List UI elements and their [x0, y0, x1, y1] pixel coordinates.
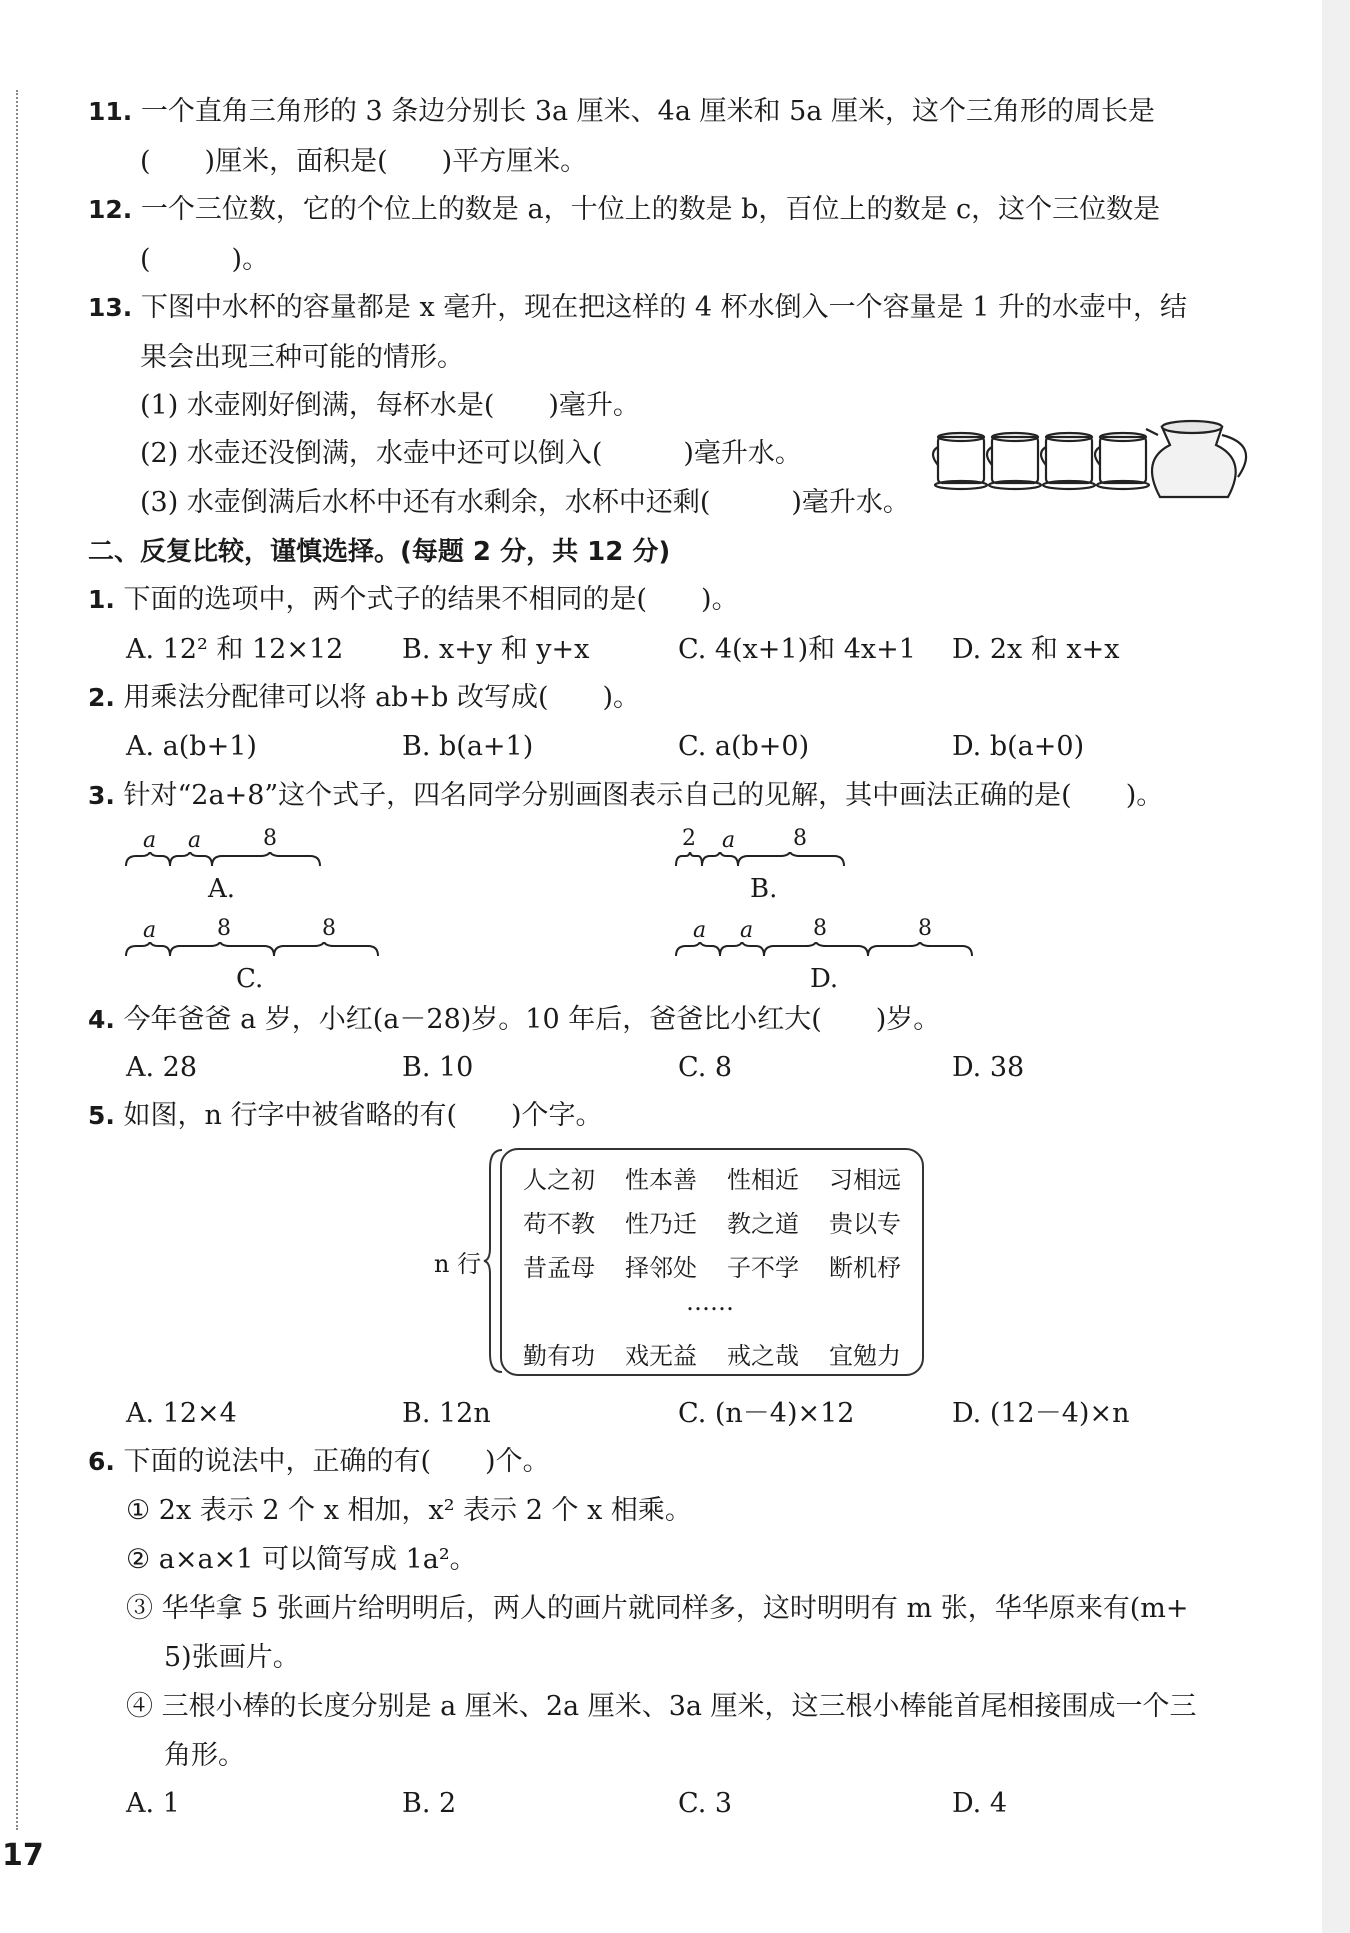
q5-text: 如图，n 行字中被省略的有( )个字。: [123, 1100, 603, 1131]
q5-option-c[interactable]: C. (n－4)×12: [678, 1398, 855, 1429]
q2-number: 2.: [88, 683, 115, 712]
cup-icon: [1041, 433, 1095, 489]
q5-option-b[interactable]: B. 12n: [402, 1398, 491, 1429]
q13-sub2: (2) 水壶还没倒满，水壶中还可以倒入( )毫升水。: [140, 438, 802, 469]
q11-line2: ( )厘米，面积是( )平方厘米。: [140, 146, 588, 177]
diagram-a-label-2: a: [188, 828, 202, 853]
diagram-b-label-2: a: [722, 828, 736, 853]
q13-sub1: (1) 水壶刚好倒满，每杯水是( )毫升。: [140, 390, 640, 421]
q12-number: 12.: [88, 195, 133, 224]
q5-option-d[interactable]: D. (12－4)×n: [952, 1398, 1130, 1429]
q6-statement-3: ③ 华华拿 5 张画片给明明后，两人的画片就同样多，这时明明有 m 张，华华原来有(m+: [126, 1593, 1189, 1624]
q4-option-b[interactable]: B. 10: [402, 1052, 474, 1083]
diagram-d-label-4: 8: [918, 916, 932, 941]
diagram-a-label-3: 8: [263, 826, 277, 851]
q6-statement-2: ② a×a×1 可以简写成 1a²。: [126, 1544, 477, 1575]
poem-cell: 性乃迁: [625, 1210, 697, 1238]
q4-text: 今年爸爸 a 岁，小红(a－28)岁。10 年后，爸爸比小红大( )岁。: [123, 1004, 941, 1035]
diagram-d-letter: D.: [810, 964, 839, 994]
q13-number: 13.: [88, 293, 133, 322]
kettle-icon: [1146, 421, 1246, 497]
q5-option-a[interactable]: A. 12×4: [126, 1398, 237, 1429]
q6-option-d[interactable]: D. 4: [952, 1788, 1008, 1819]
q6-statement-3-cont: 5)张画片。: [164, 1642, 300, 1673]
poem-cell: 戏无益: [625, 1342, 697, 1370]
q6-option-a[interactable]: A. 1: [126, 1788, 180, 1819]
page-number: 17: [2, 1838, 44, 1873]
q13-sub3: (3) 水壶倒满后水杯中还有水剩余，水杯中还剩( )毫升水。: [140, 487, 910, 518]
q13-line2: 果会出现三种可能的情形。: [140, 342, 464, 373]
q5-stem: [88, 1096, 603, 1136]
q6-stem: [88, 1442, 550, 1482]
q1-text: 下面的选项中，两个式子的结果不相同的是( )。: [123, 584, 739, 615]
poem-row-last: [523, 1336, 931, 1371]
diagram-b-label-1: 2: [682, 826, 696, 851]
diagram-a-letter: A.: [208, 874, 236, 904]
poem-cell: 教之道: [727, 1210, 799, 1238]
poem-cell: 子不学: [727, 1254, 799, 1282]
q2-option-c[interactable]: C. a(b+0): [678, 731, 810, 762]
q2-option-b[interactable]: B. b(a+1): [402, 731, 534, 762]
q3-text: 针对“2a+8”这个式子，四名同学分别画图表示自己的见解，其中画法正确的是( )。: [123, 780, 1164, 811]
section-two-title: 二、反复比较，谨慎选择。(每题 2 分，共 12 分): [88, 537, 671, 567]
q4-stem: [88, 1000, 940, 1040]
q3-number: 3.: [88, 781, 115, 810]
poem-row-3: [523, 1248, 931, 1283]
q11-text: 一个直角三角形的 3 条边分别长 3a 厘米、4a 厘米和 5a 厘米，这个三角形的周长是: [140, 96, 1155, 127]
poem-cell: 戒之哉: [727, 1342, 799, 1370]
cup-icon: [933, 433, 987, 489]
q2-stem: [88, 678, 640, 718]
q6-statement-1: ① 2x 表示 2 个 x 相加，x² 表示 2 个 x 相乘。: [126, 1495, 692, 1526]
page-edge: [1322, 0, 1350, 1933]
binding-dotted-line: [16, 90, 18, 1830]
diagram-b-braces: [674, 852, 854, 872]
q6-option-b[interactable]: B. 2: [402, 1788, 457, 1819]
diagram-d-braces: [674, 942, 984, 962]
q2-text: 用乘法分配律可以将 ab+b 改写成( )。: [123, 682, 641, 713]
n-rows-label: n 行: [434, 1250, 482, 1278]
poem-cell: 勤有功: [523, 1342, 595, 1370]
poem-row-1: [523, 1160, 931, 1195]
q12-text: 一个三位数，它的个位上的数是 a，十位上的数是 b，百位上的数是 c，这个三位数是: [140, 194, 1161, 225]
cup-icon: [987, 433, 1041, 489]
q11-line1: [88, 92, 1155, 132]
q4-option-d[interactable]: D. 38: [952, 1052, 1025, 1083]
diagram-d-label-3: 8: [813, 916, 827, 941]
q6-statement-4: ④ 三根小棒的长度分别是 a 厘米、2a 厘米、3a 厘米，这三根小棒能首尾相接围成一个三: [126, 1691, 1197, 1722]
poem-cell: 苟不教: [523, 1210, 595, 1238]
diagram-a-braces: [124, 852, 324, 872]
diagram-d-label-1: a: [693, 918, 707, 943]
q4-option-a[interactable]: A. 28: [126, 1052, 198, 1083]
q1-number: 1.: [88, 585, 115, 614]
poem-cell: 择邻处: [625, 1254, 697, 1282]
q4-number: 4.: [88, 1005, 115, 1034]
poem-cell: 断机杼: [829, 1254, 901, 1282]
diagram-c-label-1: a: [143, 918, 157, 943]
q3-stem: [88, 776, 1163, 816]
diagram-c-label-3: 8: [322, 916, 336, 941]
poem-cell: 人之初: [523, 1166, 595, 1194]
poem-cell: 宜勉力: [829, 1342, 901, 1370]
q12-line1: [88, 190, 1160, 230]
poem-cell: 昔孟母: [523, 1254, 595, 1282]
q2-option-d[interactable]: D. b(a+0): [952, 731, 1085, 762]
cups-and-kettle-illustration: [930, 415, 1250, 515]
poem-cell: 性本善: [625, 1166, 697, 1194]
diagram-a-label-1: a: [143, 828, 157, 853]
q1-option-d[interactable]: D. 2x 和 x+x: [952, 634, 1120, 665]
q1-option-b[interactable]: B. x+y 和 y+x: [402, 634, 590, 665]
cup-icon: [1095, 433, 1149, 489]
poem-ellipsis: ……: [686, 1288, 734, 1316]
q11-number: 11.: [88, 97, 133, 126]
q6-statement-4-cont: 角形。: [164, 1740, 245, 1771]
diagram-c-letter: C.: [236, 964, 264, 994]
q6-text: 下面的说法中，正确的有( )个。: [123, 1446, 550, 1477]
diagram-c-label-2: 8: [217, 916, 231, 941]
diagram-c-braces: [124, 942, 384, 962]
q5-number: 5.: [88, 1101, 115, 1130]
poem-row-2: [523, 1204, 931, 1239]
q1-stem: [88, 580, 739, 620]
diagram-d-label-2: a: [740, 918, 754, 943]
poem-cell: 贵以专: [829, 1210, 901, 1238]
q2-option-a[interactable]: A. a(b+1): [126, 731, 257, 762]
q1-option-c[interactable]: C. 4(x+1)和 4x+1: [678, 634, 916, 665]
poem-cell: 性相近: [727, 1166, 799, 1194]
q12-line2: ( )。: [140, 244, 270, 275]
q1-option-a[interactable]: A. 12² 和 12×12: [126, 634, 344, 665]
diagram-b-letter: B.: [750, 874, 778, 904]
diagram-b-label-3: 8: [793, 826, 807, 851]
q6-option-c[interactable]: C. 3: [678, 1788, 733, 1819]
q13-line1: [88, 288, 1187, 328]
q6-number: 6.: [88, 1447, 115, 1476]
q13-text: 下图中水杯的容量都是 x 毫升，现在把这样的 4 杯水倒入一个容量是 1 升的水壶中，结: [140, 292, 1187, 323]
q4-option-c[interactable]: C. 8: [678, 1052, 733, 1083]
poem-cell: 习相远: [829, 1166, 901, 1194]
